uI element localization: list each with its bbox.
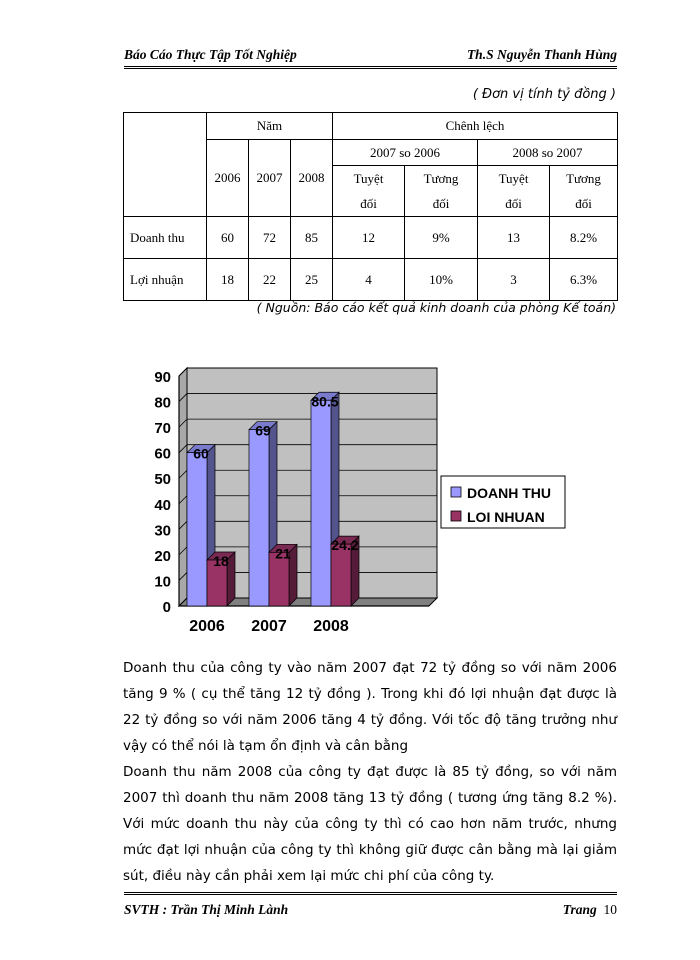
legend-label: DOANH THU bbox=[467, 485, 551, 501]
header-relative-1: Tương đối bbox=[405, 166, 478, 217]
table-corner bbox=[124, 113, 207, 217]
unit-note: ( Đơn vị tính tỷ đồng ) bbox=[472, 87, 616, 102]
y-tick-label: 50 bbox=[154, 471, 171, 489]
table-row bbox=[124, 217, 618, 259]
header-absolute-1: Tuyệt đối bbox=[333, 166, 405, 217]
year-2007: 2007 bbox=[249, 140, 291, 217]
table-cell: 72 bbox=[249, 217, 291, 259]
header-2007-vs-2006: 2007 so 2006 bbox=[333, 140, 478, 166]
table-cell: 9% bbox=[405, 217, 478, 259]
page-header bbox=[124, 44, 617, 69]
table-row bbox=[124, 259, 618, 301]
row-label: Lợi nhuận bbox=[124, 259, 207, 301]
bar-doanh-thu-2008 bbox=[311, 400, 331, 606]
y-tick-label: 40 bbox=[154, 496, 171, 514]
bar-doanh-thu-2006 bbox=[187, 453, 207, 606]
x-tick-label: 2008 bbox=[313, 618, 349, 635]
table-cell: 10% bbox=[405, 259, 478, 301]
page-label: Trang bbox=[562, 902, 597, 917]
data-label: 18 bbox=[213, 553, 229, 569]
y-tick-label: 80 bbox=[154, 394, 171, 412]
bar-chart bbox=[135, 358, 575, 648]
y-tick-label: 90 bbox=[154, 369, 171, 386]
table-cell: 8.2% bbox=[550, 217, 618, 259]
header-2008-vs-2007: 2008 so 2007 bbox=[478, 140, 618, 166]
table-cell: 13 bbox=[478, 217, 550, 259]
table-cell: 6.3% bbox=[550, 259, 618, 301]
row-label: Doanh thu bbox=[124, 217, 207, 259]
legend-swatch bbox=[451, 487, 461, 497]
footer-student: SVTH : Trần Thị Minh Lành bbox=[124, 902, 289, 917]
x-tick-label: 2006 bbox=[189, 618, 225, 635]
y-tick-label: 70 bbox=[154, 420, 171, 438]
table-cell: 12 bbox=[333, 217, 405, 259]
x-tick-label: 2007 bbox=[251, 618, 287, 635]
bar-loi-nhuan-2008 bbox=[331, 544, 351, 606]
page-number: 10 bbox=[603, 902, 617, 917]
table-cell: 18 bbox=[207, 259, 249, 301]
y-tick-label: 30 bbox=[154, 522, 171, 540]
data-label: 24.2 bbox=[331, 537, 359, 554]
footer-page bbox=[563, 902, 617, 918]
comparison-table bbox=[123, 112, 618, 301]
table-cell: 60 bbox=[207, 217, 249, 259]
data-label: 69 bbox=[255, 422, 271, 439]
legend-label: LOI NHUAN bbox=[467, 509, 545, 525]
plot-side-wall bbox=[179, 368, 187, 606]
y-tick-label: 20 bbox=[154, 547, 171, 565]
header-year: Năm bbox=[207, 113, 333, 140]
source-note: ( Nguồn: Báo cáo kết quả kinh doanh của phòng Kế toán) bbox=[256, 300, 616, 315]
header-advisor: Th.S Nguyễn Thanh Hùng bbox=[466, 47, 617, 62]
table-cell: 22 bbox=[249, 259, 291, 301]
legend-swatch bbox=[451, 511, 461, 521]
header-report-title: Báo Cáo Thực Tập Tốt Nghiệp bbox=[124, 47, 297, 62]
data-label: 60 bbox=[193, 445, 209, 462]
data-label: 21 bbox=[275, 545, 291, 562]
paragraph-1: Doanh thu của công ty vào năm 2007 đạt 72 tỷ đồng so với năm 2006 tăng 9 % ( cụ thể tăng 12 tỷ đồng ). Trong khi đó lợi nhuận đạt được là 22 tỷ đồng so với năm 2006 tăng 4 tỷ đồng. Với tốc độ tăng trưởng như vậy có thể nói là tạm ổn định và cân bằng bbox=[123, 660, 617, 754]
bar-doanh-thu-2007 bbox=[249, 430, 269, 606]
paragraph-2: Doanh thu năm 2008 của công ty đạt được là 85 tỷ đồng, so với năm 2007 thì doanh thu năm 2008 tăng 13 tỷ đồng ( tương ứng tăng 8.2 %). Với mức doanh thu này của công ty thì có cao hơn năm trước, nhưng mức đạt lợi nhuận của công ty thì không giữ được cân bằng mà lại giảm sút, điều này cần phải xem lại mức chi phí của công ty. bbox=[123, 764, 617, 884]
table-cell: 25 bbox=[291, 259, 333, 301]
table-cell: 85 bbox=[291, 217, 333, 259]
table-cell: 3 bbox=[478, 259, 550, 301]
data-label: 80.5 bbox=[311, 393, 339, 410]
year-2008: 2008 bbox=[291, 140, 333, 217]
y-tick-label: 60 bbox=[154, 445, 171, 463]
page-footer bbox=[124, 892, 617, 921]
header-relative-2: Tương đối bbox=[550, 166, 618, 217]
table-cell: 4 bbox=[333, 259, 405, 301]
y-tick-label: 10 bbox=[154, 573, 171, 591]
year-2006: 2006 bbox=[207, 140, 249, 217]
header-difference: Chênh lệch bbox=[333, 113, 618, 140]
y-tick-label: 0 bbox=[162, 599, 171, 616]
header-absolute-2: Tuyệt đối bbox=[478, 166, 550, 217]
